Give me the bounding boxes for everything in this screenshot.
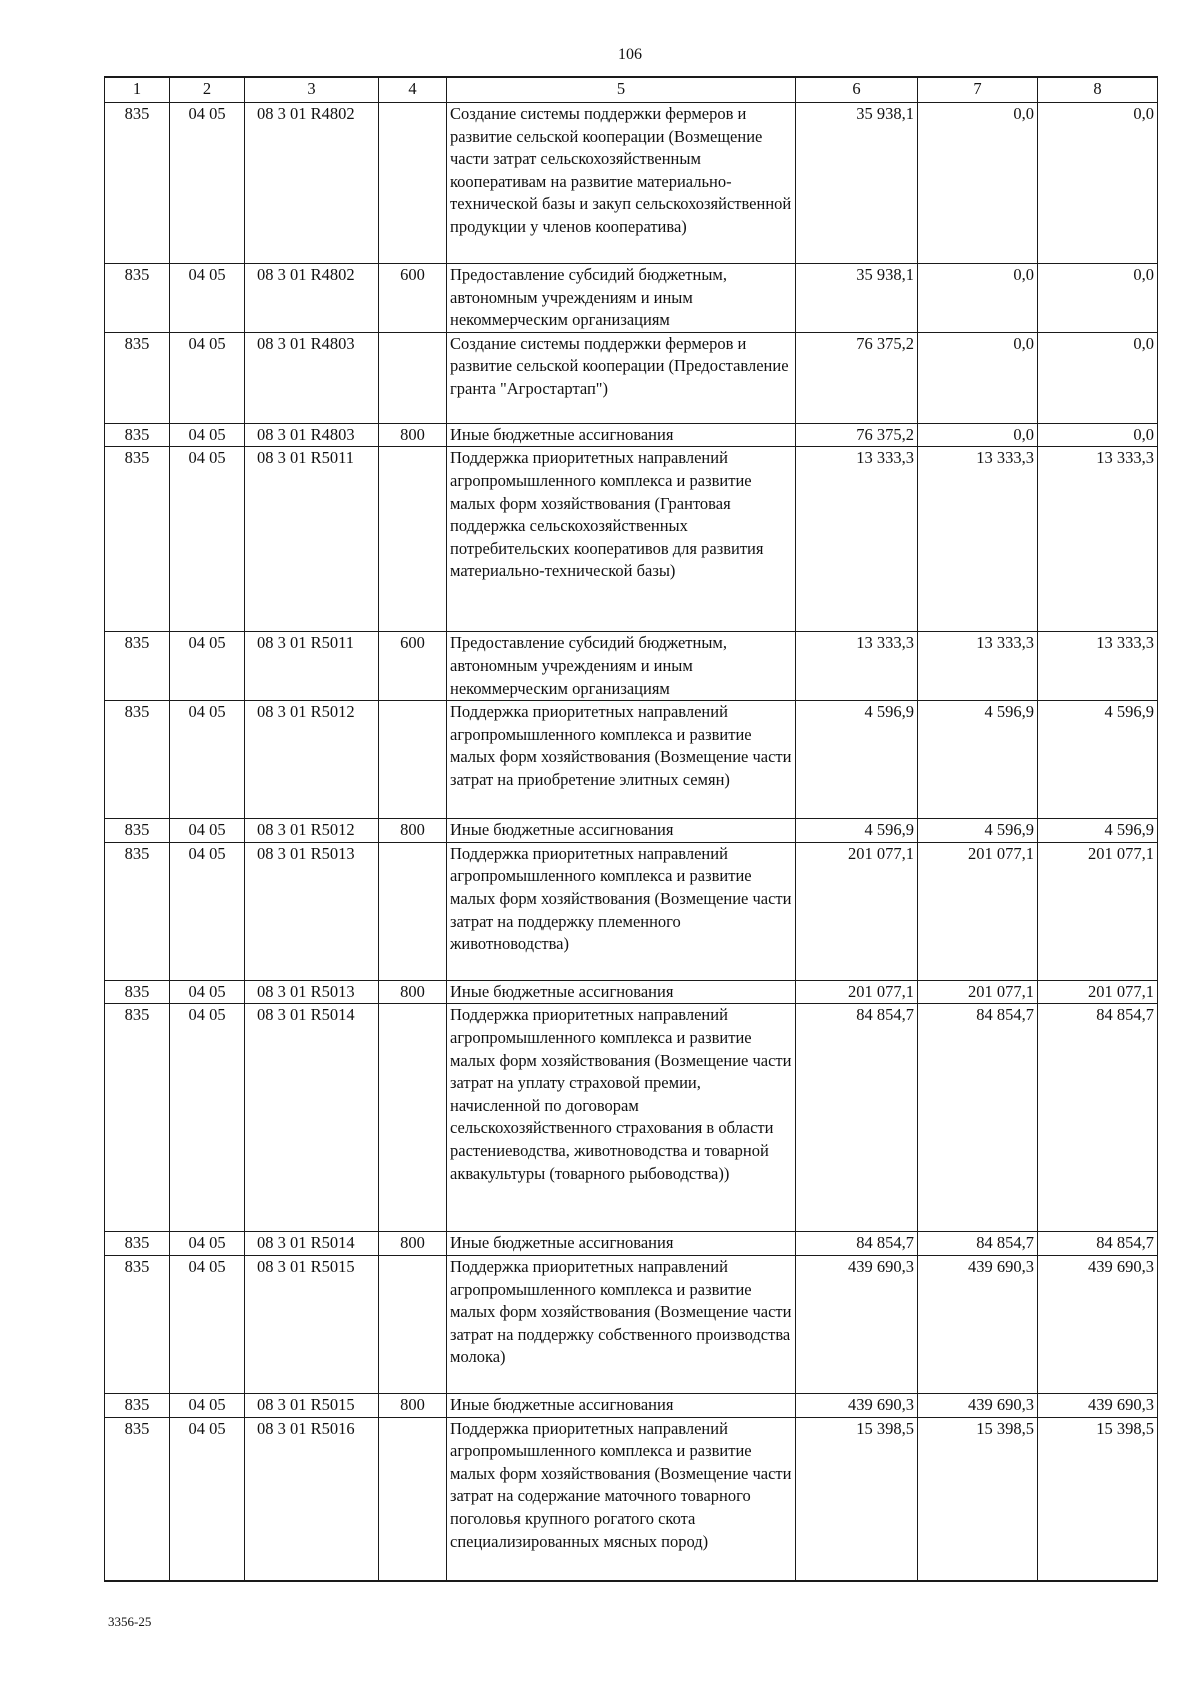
description-cell: Поддержка приоритетных направлений агропромышленного комплекса и развитие малых форм хозяйствования (Грантовая поддержка сельскохозяйственных потребительских кооперативов для развития материально-технической базы) xyxy=(447,447,796,632)
amount-col6-cell: 439 690,3 xyxy=(796,1255,918,1393)
target-article-cell: 08 3 01 R5016 xyxy=(245,1417,379,1581)
admin-code-cell: 835 xyxy=(105,701,170,819)
amount-col8-cell: 201 077,1 xyxy=(1038,842,1158,980)
admin-code-cell: 835 xyxy=(105,1232,170,1256)
target-article-cell: 08 3 01 R4803 xyxy=(245,423,379,447)
amount-col7-cell: 0,0 xyxy=(918,103,1038,264)
expense-type-cell xyxy=(379,103,447,264)
amount-col7-cell: 13 333,3 xyxy=(918,632,1038,701)
column-header: 5 xyxy=(447,77,796,103)
description-cell: Создание системы поддержки фермеров и развитие сельской кооперации (Предоставление гранта "Агростартап") xyxy=(447,332,796,423)
description-cell: Поддержка приоритетных направлений агропромышленного комплекса и развитие малых форм хозяйствования (Возмещение части затрат на приобретение элитных семян) xyxy=(447,701,796,819)
section-code-cell: 04 05 xyxy=(170,103,245,264)
section-code-cell: 04 05 xyxy=(170,423,245,447)
admin-code-cell: 835 xyxy=(105,1417,170,1581)
amount-col6-cell: 15 398,5 xyxy=(796,1417,918,1581)
amount-col8-cell: 4 596,9 xyxy=(1038,819,1158,843)
target-article-cell: 08 3 01 R5013 xyxy=(245,842,379,980)
amount-col8-cell: 201 077,1 xyxy=(1038,980,1158,1004)
amount-col7-cell: 84 854,7 xyxy=(918,1232,1038,1256)
expense-type-cell xyxy=(379,842,447,980)
expense-type-cell xyxy=(379,1004,447,1232)
amount-col6-cell: 4 596,9 xyxy=(796,701,918,819)
document-code: 3356-25 xyxy=(108,1614,152,1629)
target-article-cell: 08 3 01 R5012 xyxy=(245,819,379,843)
amount-col8-cell: 13 333,3 xyxy=(1038,632,1158,701)
section-code-cell: 04 05 xyxy=(170,980,245,1004)
amount-col8-cell: 0,0 xyxy=(1038,264,1158,333)
target-article-cell: 08 3 01 R5011 xyxy=(245,447,379,632)
column-header: 1 xyxy=(105,77,170,103)
table-row xyxy=(105,842,1158,980)
amount-col8-cell: 84 854,7 xyxy=(1038,1232,1158,1256)
expense-type-cell xyxy=(379,701,447,819)
admin-code-cell: 835 xyxy=(105,632,170,701)
expense-type-cell xyxy=(379,1417,447,1581)
description-cell: Поддержка приоритетных направлений агропромышленного комплекса и развитие малых форм хозяйствования (Возмещение части затрат на поддержку племенного животноводства) xyxy=(447,842,796,980)
description-cell: Предоставление субсидий бюджетным, автономным учреждениям и иным некоммерческим организациям xyxy=(447,632,796,701)
description-cell: Иные бюджетные ассигнования xyxy=(447,1232,796,1256)
expense-type-cell xyxy=(379,1255,447,1393)
page-number: 106 xyxy=(618,46,642,63)
section-code-cell: 04 05 xyxy=(170,1004,245,1232)
table-row xyxy=(105,423,1158,447)
description-cell: Иные бюджетные ассигнования xyxy=(447,980,796,1004)
description-cell: Иные бюджетные ассигнования xyxy=(447,423,796,447)
section-code-cell: 04 05 xyxy=(170,701,245,819)
amount-col7-cell: 0,0 xyxy=(918,423,1038,447)
admin-code-cell: 835 xyxy=(105,103,170,264)
amount-col6-cell: 201 077,1 xyxy=(796,842,918,980)
admin-code-cell: 835 xyxy=(105,980,170,1004)
admin-code-cell: 835 xyxy=(105,332,170,423)
amount-col6-cell: 439 690,3 xyxy=(796,1393,918,1417)
table-row xyxy=(105,447,1158,632)
section-code-cell: 04 05 xyxy=(170,1255,245,1393)
amount-col8-cell: 439 690,3 xyxy=(1038,1255,1158,1393)
section-code-cell: 04 05 xyxy=(170,1232,245,1256)
table-row xyxy=(105,264,1158,333)
column-header: 4 xyxy=(379,77,447,103)
amount-col7-cell: 0,0 xyxy=(918,332,1038,423)
section-code-cell: 04 05 xyxy=(170,632,245,701)
expense-type-cell: 800 xyxy=(379,980,447,1004)
table-row xyxy=(105,1417,1158,1581)
section-code-cell: 04 05 xyxy=(170,819,245,843)
table-row xyxy=(105,1232,1158,1256)
amount-col8-cell: 84 854,7 xyxy=(1038,1004,1158,1232)
table-row xyxy=(105,1393,1158,1417)
description-cell: Предоставление субсидий бюджетным, автономным учреждениям и иным некоммерческим организациям xyxy=(447,264,796,333)
admin-code-cell: 835 xyxy=(105,423,170,447)
target-article-cell: 08 3 01 R4802 xyxy=(245,103,379,264)
target-article-cell: 08 3 01 R5015 xyxy=(245,1393,379,1417)
budget-table xyxy=(104,76,1158,1582)
column-header: 2 xyxy=(170,77,245,103)
amount-col7-cell: 439 690,3 xyxy=(918,1393,1038,1417)
target-article-cell: 08 3 01 R5013 xyxy=(245,980,379,1004)
description-cell: Поддержка приоритетных направлений агропромышленного комплекса и развитие малых форм хозяйствования (Возмещение части затрат на уплату страховой премии, начисленной по договорам сельскохозяйственного страхования в области растениеводства, животноводства и товарной аквакультуры (товарного рыбоводства)) xyxy=(447,1004,796,1232)
admin-code-cell: 835 xyxy=(105,447,170,632)
admin-code-cell: 835 xyxy=(105,842,170,980)
target-article-cell: 08 3 01 R5012 xyxy=(245,701,379,819)
amount-col8-cell: 0,0 xyxy=(1038,103,1158,264)
amount-col8-cell: 0,0 xyxy=(1038,423,1158,447)
target-article-cell: 08 3 01 R5014 xyxy=(245,1004,379,1232)
table-row xyxy=(105,632,1158,701)
amount-col6-cell: 201 077,1 xyxy=(796,980,918,1004)
table-row xyxy=(105,1255,1158,1393)
amount-col8-cell: 439 690,3 xyxy=(1038,1393,1158,1417)
amount-col8-cell: 13 333,3 xyxy=(1038,447,1158,632)
table-row xyxy=(105,980,1158,1004)
amount-col7-cell: 439 690,3 xyxy=(918,1255,1038,1393)
description-cell: Иные бюджетные ассигнования xyxy=(447,819,796,843)
expense-type-cell: 800 xyxy=(379,1393,447,1417)
amount-col8-cell: 15 398,5 xyxy=(1038,1417,1158,1581)
expense-type-cell: 600 xyxy=(379,264,447,333)
amount-col7-cell: 4 596,9 xyxy=(918,701,1038,819)
admin-code-cell: 835 xyxy=(105,264,170,333)
target-article-cell: 08 3 01 R5015 xyxy=(245,1255,379,1393)
header-row xyxy=(105,77,1158,103)
table-row xyxy=(105,1004,1158,1232)
amount-col7-cell: 15 398,5 xyxy=(918,1417,1038,1581)
column-header: 8 xyxy=(1038,77,1158,103)
table-row xyxy=(105,332,1158,423)
amount-col8-cell: 0,0 xyxy=(1038,332,1158,423)
section-code-cell: 04 05 xyxy=(170,1393,245,1417)
expense-type-cell xyxy=(379,332,447,423)
admin-code-cell: 835 xyxy=(105,819,170,843)
description-cell: Поддержка приоритетных направлений агропромышленного комплекса и развитие малых форм хозяйствования (Возмещение части затрат на содержание маточного товарного поголовья крупного рогатого скота специализированных мясных пород) xyxy=(447,1417,796,1581)
amount-col7-cell: 201 077,1 xyxy=(918,980,1038,1004)
amount-col6-cell: 35 938,1 xyxy=(796,264,918,333)
description-cell: Создание системы поддержки фермеров и развитие сельской кооперации (Возмещение части затрат сельскохозяйственным кооперативам на развитие материально-технической базы и закуп сельскохозяйственной продукции у членов кооператива) xyxy=(447,103,796,264)
admin-code-cell: 835 xyxy=(105,1255,170,1393)
amount-col7-cell: 201 077,1 xyxy=(918,842,1038,980)
amount-col6-cell: 84 854,7 xyxy=(796,1004,918,1232)
table-row xyxy=(105,819,1158,843)
target-article-cell: 08 3 01 R5011 xyxy=(245,632,379,701)
expense-type-cell: 800 xyxy=(379,1232,447,1256)
column-header: 6 xyxy=(796,77,918,103)
expense-type-cell: 800 xyxy=(379,423,447,447)
table-row xyxy=(105,701,1158,819)
expense-type-cell: 600 xyxy=(379,632,447,701)
target-article-cell: 08 3 01 R4802 xyxy=(245,264,379,333)
amount-col6-cell: 76 375,2 xyxy=(796,423,918,447)
description-cell: Иные бюджетные ассигнования xyxy=(447,1393,796,1417)
expense-type-cell: 800 xyxy=(379,819,447,843)
amount-col6-cell: 13 333,3 xyxy=(796,447,918,632)
admin-code-cell: 835 xyxy=(105,1004,170,1232)
amount-col7-cell: 84 854,7 xyxy=(918,1004,1038,1232)
amount-col6-cell: 4 596,9 xyxy=(796,819,918,843)
expense-type-cell xyxy=(379,447,447,632)
section-code-cell: 04 05 xyxy=(170,332,245,423)
amount-col6-cell: 13 333,3 xyxy=(796,632,918,701)
target-article-cell: 08 3 01 R4803 xyxy=(245,332,379,423)
amount-col6-cell: 84 854,7 xyxy=(796,1232,918,1256)
table-row xyxy=(105,103,1158,264)
section-code-cell: 04 05 xyxy=(170,1417,245,1581)
amount-col7-cell: 4 596,9 xyxy=(918,819,1038,843)
section-code-cell: 04 05 xyxy=(170,264,245,333)
amount-col8-cell: 4 596,9 xyxy=(1038,701,1158,819)
admin-code-cell: 835 xyxy=(105,1393,170,1417)
section-code-cell: 04 05 xyxy=(170,842,245,980)
amount-col7-cell: 0,0 xyxy=(918,264,1038,333)
column-header: 3 xyxy=(245,77,379,103)
description-cell: Поддержка приоритетных направлений агропромышленного комплекса и развитие малых форм хозяйствования (Возмещение части затрат на поддержку собственного производства молока) xyxy=(447,1255,796,1393)
amount-col6-cell: 35 938,1 xyxy=(796,103,918,264)
target-article-cell: 08 3 01 R5014 xyxy=(245,1232,379,1256)
column-header: 7 xyxy=(918,77,1038,103)
section-code-cell: 04 05 xyxy=(170,447,245,632)
amount-col7-cell: 13 333,3 xyxy=(918,447,1038,632)
amount-col6-cell: 76 375,2 xyxy=(796,332,918,423)
